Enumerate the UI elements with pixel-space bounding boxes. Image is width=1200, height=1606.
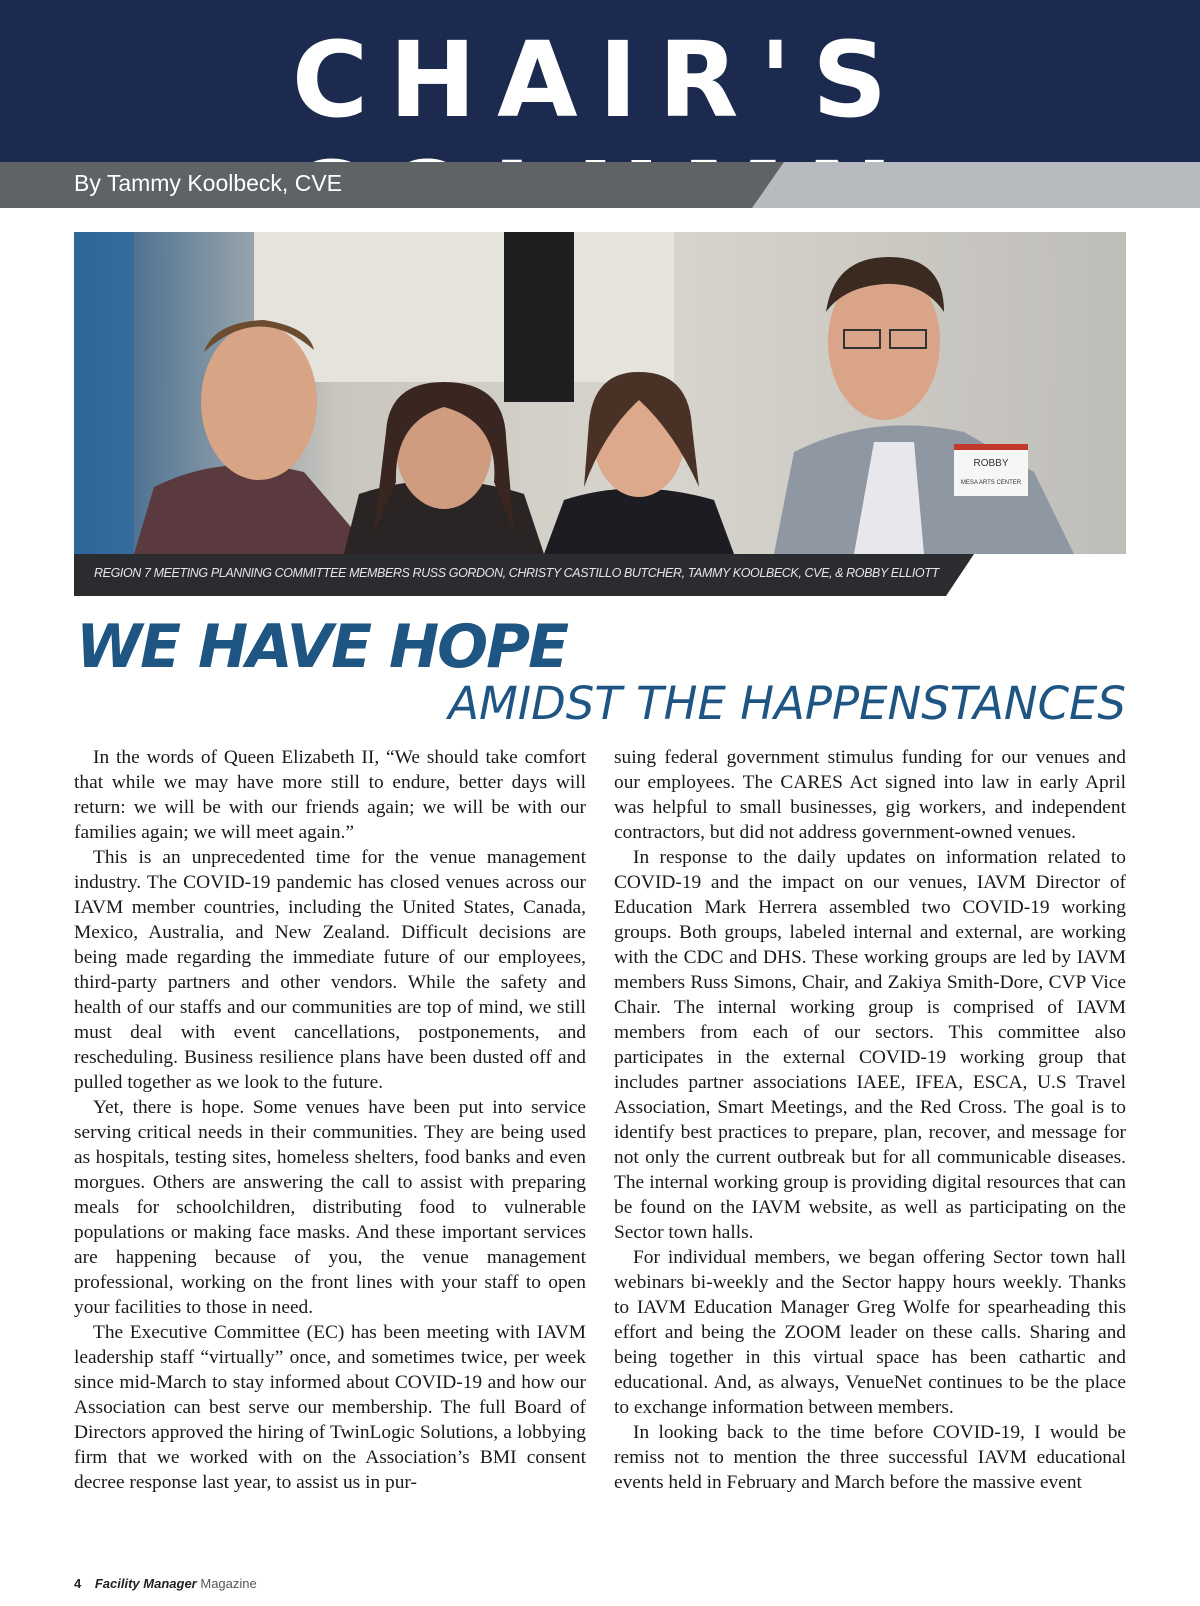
article-column-left [74, 745, 586, 1495]
magazine-suffix: Magazine [200, 1576, 257, 1591]
magazine-name: Facility Manager [94, 1576, 197, 1591]
photo-caption-bar [74, 554, 1126, 596]
page-number: 4 [74, 1576, 82, 1591]
paragraph: The Executive Committee (EC) has been meeting with IAVM leadership staff “virtually” once, and sometimes twice, per week since mid-March to stay informed about COVID-19 and how our Association can best serve our membership. The full Board of Directors approved the hiring of TwinLogic Solutions, a lobbying firm that we worked with on the Association’s BMI consent decree response last year, to assist us in pur- [74, 1322, 586, 1493]
photo-caption: REGION 7 MEETING PLANNING COMMITTEE MEMBERS RUSS GORDON, CHRISTY CASTILLO BUTCHER, TAMMY KOOLBECK, CVE, & ROBBY ELLIOTT [94, 566, 939, 580]
name-tag-org: MESA ARTS CENTER [960, 480, 1022, 486]
paragraph: In response to the daily updates on information related to COVID-19 and the impact on our venues, IAVM Director of Education Mark Herrera assembled two COVID-19 working groups. Both groups, labeled internal and external, are working with the CDC and DHS. These working groups are led by IAVM members Russ Simons, Chair, and Zakiya Smith-Dore, CVP Vice Chair. The internal working group is comprised of IAVM members from each of our sectors. This committee also participates in the external COVID-19 working group that includes partner associations IAEE, IFEA, ESCA, U.S Travel Association, Smart Meetings, and the Red Cross. The goal is to identify best practices to prepare, plan, recover, and message for not only the current outbreak but for all communicable diseases. The internal working group is providing digital resources that can be found on the IAVM website, as well as participating on the Sector town halls. [614, 847, 1126, 1243]
group-photo [74, 232, 1126, 554]
page-footer [74, 1576, 257, 1591]
paragraph: In the words of Queen Elizabeth II, “We should take comfort that while we may have more still to endure, better days will return: we will be with our friends again; we will be with our families again; we will meet again.” [74, 747, 586, 843]
page-title: CHAIR'S [291, 19, 909, 141]
paragraph: Yet, there is hope. Some venues have been put into service serving critical needs in their communities. They are being used as hospitals, testing sites, homeless shelters, food banks and even morgues. Others are answering the call to assist with preparing meals for schoolchildren, distributing food to vulnerable populations or making face masks. And these important services are happening because of you, the venue management professional, working on the front lines with your staff to open your facilities to those in need. [74, 1097, 586, 1318]
name-tag [954, 444, 1028, 496]
paragraph: This is an unprecedented time for the venue management industry. The COVID-19 pandemic has closed venues across our IAVM member countries, including the United States, Canada, Mexico, Australia, and New Zealand. Difficult decisions are being made regarding the immediate future of our employees, third-party partners and other vendors. While the safety and health of our staffs and our communities are top of mind, we still must deal with event cancellations, postponements, and rescheduling. Business resilience plans have been dusted off and pulled together as we look to the future. [74, 847, 586, 1093]
name-tag-name: ROBBY [973, 458, 1009, 469]
byline-band [0, 162, 1200, 208]
paragraph-continued: suing federal government stimulus funding for our venues and our employees. The CARES Act signed into law in early April was helpful to small businesses, gig workers, and independent contractors, but did not address government-owned venues. [614, 747, 1126, 843]
paragraph: In looking back to the time before COVID-19, I would be remiss not to mention the three successful IAVM educational events held in February and March before the massive event [614, 1422, 1126, 1493]
title-band [0, 0, 1200, 162]
byline: By Tammy Koolbeck, CVE [74, 170, 343, 196]
headline-main: WE HAVE HOPE [76, 612, 568, 682]
paragraph: For individual members, we began offering Sector town hall webinars bi-weekly and the Sector happy hours weekly. Thanks to IAVM Education Manager Greg Wolfe for spearheading this effort and being the ZOOM leader on these calls. Sharing and being together in this virtual space has been cathartic and educational. And, as always, VenueNet continues to be the place to exchange information between members. [614, 1247, 1126, 1418]
article-column-right [614, 745, 1126, 1495]
headline-sub: AMIDST THE HAPPENSTANCES [448, 677, 1126, 730]
